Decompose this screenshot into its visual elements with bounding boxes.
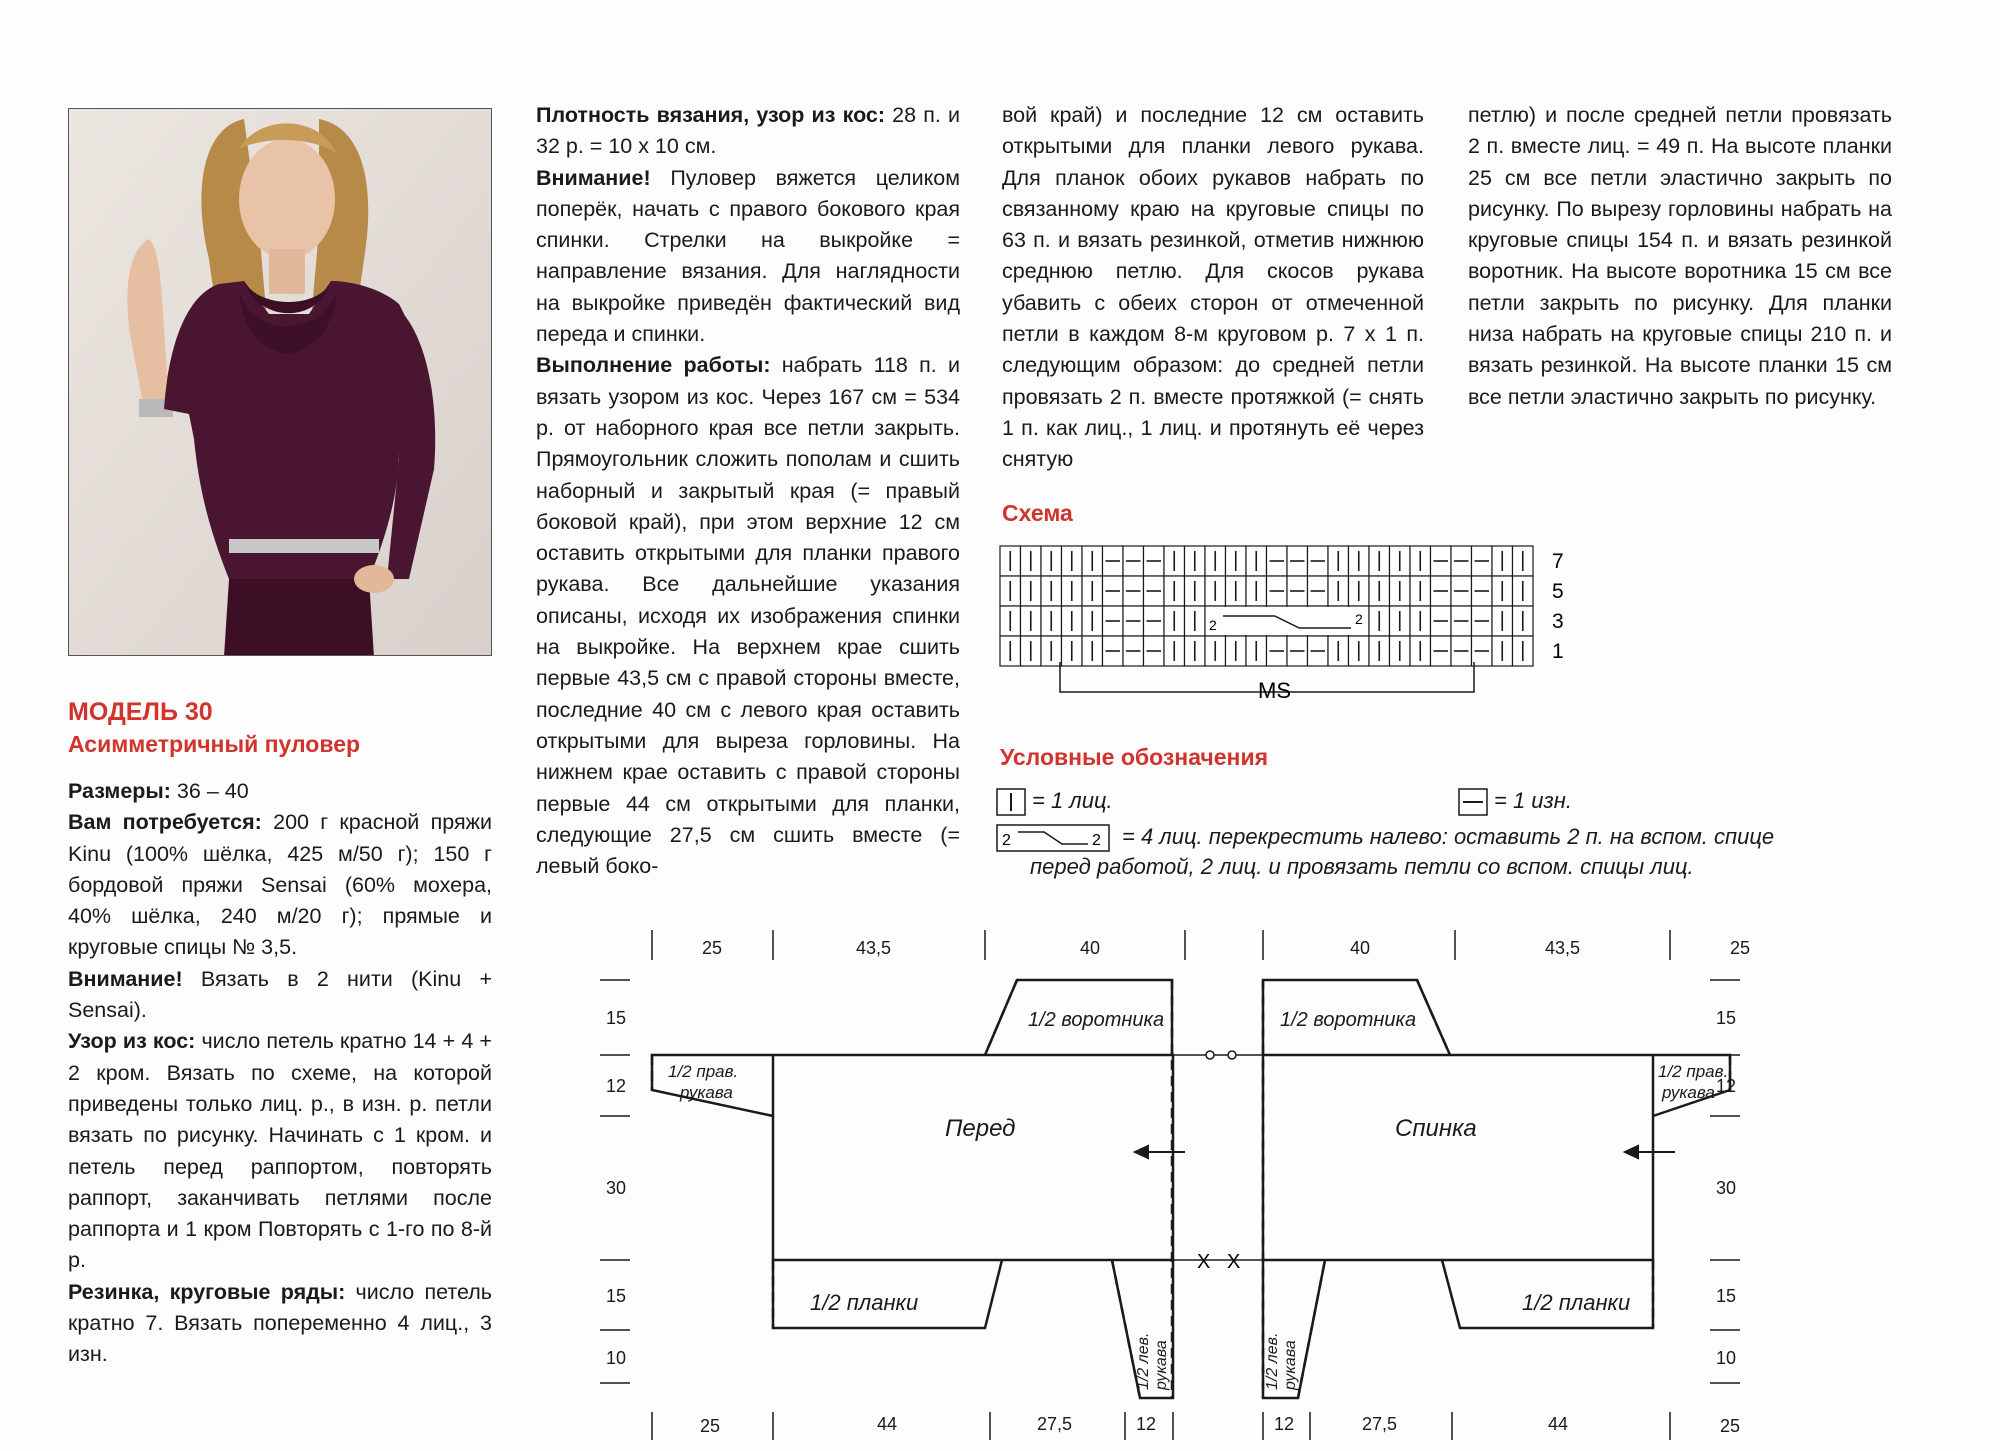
cable-symbol	[996, 824, 1110, 852]
pattern-diagram	[580, 920, 1820, 1450]
top-dim-1: 25	[702, 938, 723, 958]
right-dim-3: 30	[1716, 1178, 1737, 1198]
top-dimensions	[652, 930, 1750, 960]
attention2-paragraph	[536, 163, 960, 351]
column-4	[1468, 100, 1892, 413]
cable-num-right: 2	[1092, 832, 1101, 849]
column-3	[1002, 100, 1424, 476]
row-label-3: 3	[1552, 610, 1564, 633]
model-subtitle: Асимметричный пуловер	[68, 731, 361, 757]
legend-knit: = 1 лиц.	[1032, 788, 1113, 813]
legend-title: Условные обозначения	[1000, 744, 1269, 770]
left-dim-3: 30	[606, 1178, 627, 1198]
x-mark-right: X	[1227, 1251, 1241, 1273]
purl-symbol	[1458, 788, 1488, 816]
front-dashed	[652, 980, 1172, 1398]
row-label-7: 7	[1552, 550, 1564, 573]
pattern-label: Узор из кос:	[68, 1029, 196, 1054]
bottom-dim-7: 44	[1548, 1414, 1569, 1434]
left-dim-4: 15	[606, 1286, 627, 1306]
work-text: набрать 118 п. и вязать узором из кос. Через 167 см = 534 р. от наборного края все петли закрыть. Прямоугольник сложить пополам и сшить наборный и закрытый края (= правый боковой край), при этом верхние 12 см оставить открытыми для планки правого рукава. Все дальнейшие указания описаны, исходя их изображения спинки на выкройке. На верхнем крае сшить первые 43,5 см с правой стороны вместе, последние 40 см с левого края оставить открытыми для выреза горловины. На нижнем крае оставить с правой стороны первые 44 см открытыми для планки, следующие 27,5 см сшить вместе (= левый боко-	[536, 353, 960, 879]
band-label-front: 1/2 планки	[810, 1290, 919, 1315]
cable-num-left: 2	[1002, 832, 1011, 849]
sizes-label: Размеры:	[68, 779, 171, 803]
bottom-dim-6: 27,5	[1362, 1414, 1398, 1434]
cable-num-right: 2	[1355, 611, 1363, 627]
attention-label: Внимание!	[68, 966, 183, 991]
attention-paragraph	[68, 964, 492, 1027]
need-text: 200 г красной пряжи Kinu (100% шёлка, 425 м/50 г); 150 г бордовой пряжи Sensai (60% мохера, 40% шёлка, 240 м/20 г); прямые и круговые спицы № 3,5.	[68, 810, 492, 960]
right-sleeve-label-front-1: 1/2 прав.	[668, 1062, 739, 1081]
right-dim-1: 15	[1716, 1008, 1737, 1028]
sizes-paragraph	[68, 776, 492, 807]
density-text: 28 п. и 32 р. = 10 x 10 см.	[536, 103, 960, 159]
legend-cable-line1: = 4 лиц. перекрестить налево: оставить 2 п. на вспом. спице	[1122, 824, 1775, 849]
bottom-dim-2: 44	[877, 1414, 898, 1434]
model-heading	[68, 696, 360, 760]
pattern-paragraph	[68, 1026, 492, 1276]
right-dimensions	[1710, 980, 1740, 1383]
left-sleeve-label-front-1: 1/2 лев.	[1135, 1332, 1152, 1390]
band-label-back: 1/2 планки	[1522, 1290, 1631, 1315]
row-label-1: 1	[1552, 640, 1564, 663]
back-label: Спинка	[1395, 1115, 1477, 1142]
density-label: Плотность вязания, узор из кос:	[536, 103, 886, 127]
work-label: Выполнение работы:	[536, 353, 771, 378]
right-sleeve-label-front-2: рукава	[680, 1083, 733, 1102]
front-piece	[652, 980, 1173, 1398]
sizes-text: 36 – 40	[170, 779, 249, 803]
stitch-chart	[996, 540, 1596, 700]
top-dim-2: 43,5	[856, 938, 892, 958]
bottom-dimensions	[652, 1412, 1740, 1440]
left-sleeve-label-back-1: 1/2 лев.	[1264, 1332, 1281, 1390]
bottom-dim-5: 12	[1274, 1414, 1295, 1434]
right-dim-2: 12	[1716, 1076, 1737, 1096]
attention-text: Вязать в 2 нити (Kinu + Sensai).	[68, 966, 492, 1023]
legend-cable-line2: перед работой, 2 лиц. и провязать петли со вспом. спицы лиц.	[1030, 854, 1694, 879]
cable-cell	[1206, 607, 1368, 635]
knit-symbol	[996, 788, 1026, 816]
collar-label-back: 1/2 воротника	[1280, 1009, 1417, 1031]
right-dim-5: 10	[1716, 1348, 1737, 1368]
model-photo	[68, 108, 492, 656]
left-dim-1: 15	[606, 1008, 627, 1028]
top-dim-6: 25	[1730, 938, 1751, 958]
pattern-text: число петель кратно 14 + 4 + 2 кром. Вязать по схеме, на которой приведены только лиц. р., в изн. р. петли вязать по рисунку. Начинать с 1 кром. и петель перед раппортом, повторять раппорт, заканчивать петлями после раппорта и 1 кром Повторять с 1-го по 8-й р.	[68, 1029, 492, 1273]
attention2-label: Внимание!	[536, 165, 651, 190]
density-paragraph	[536, 100, 960, 163]
x-mark-left: X	[1197, 1251, 1211, 1273]
left-sleeve-label-front-2: рукава	[1153, 1340, 1170, 1390]
rib-text: число петель кратно 7. Вязать попеременно 4 лиц., 3 изн.	[68, 1279, 492, 1367]
bottom-dim-4: 12	[1136, 1414, 1157, 1434]
column-2	[536, 100, 960, 882]
back-piece	[1263, 980, 1730, 1398]
top-dim-5: 43,5	[1545, 938, 1581, 958]
collar-label-front: 1/2 воротника	[1028, 1009, 1165, 1031]
work-paragraph	[536, 350, 960, 882]
right-dim-4: 15	[1716, 1286, 1737, 1306]
legend-purl: = 1 изн.	[1494, 788, 1572, 813]
column-1	[68, 776, 492, 1371]
ms-label: MS	[1258, 678, 1291, 700]
model-title: МОДЕЛЬ 30	[68, 698, 213, 726]
join-dot-left	[1206, 1051, 1214, 1059]
cable-num-left: 2	[1209, 617, 1217, 633]
bottom-dim-3: 27,5	[1037, 1414, 1073, 1434]
left-dim-2: 12	[606, 1076, 627, 1096]
left-dimensions	[600, 980, 630, 1383]
col3-text: вой край) и последние 12 см оставить открытыми для планки левого рукава. Для планок обоих рукавов набрать по связанному краю на круговые спицы по 63 п. и вязать резинкой, отметив нижнюю среднюю петлю. Для скосов рукава убавить с обеих сторон от отмеченной петли в каждом 8-м круговом р. 7 x 1 п. следующим образом: до средней петли провязать 2 п. вместе протяжкой (= снять 1 п. как лиц., 1 лиц. и протянуть её через снятую	[1002, 103, 1424, 472]
need-label: Вам потребуется:	[68, 810, 262, 835]
bottom-dim-1: 25	[700, 1416, 721, 1436]
row-label-5: 5	[1552, 580, 1564, 603]
front-label: Перед	[945, 1115, 1016, 1142]
right-sleeve-label-back-1: 1/2 прав.	[1658, 1062, 1729, 1081]
need-paragraph	[68, 807, 492, 963]
left-sleeve-label-back-2: рукава	[1282, 1340, 1299, 1390]
rib-paragraph	[68, 1277, 492, 1371]
col4-text: петлю) и после средней петли провязать 2 п. вместе лиц. = 49 п. На высоте планки 25 см все петли эластично закрыть по рисунку. По вырезу горловины набрать на круговые спицы 154 п. и вязать резинкой воротник. На высоте воротника 15 см все петли закрыть по рисунку. Для планки низа набрать на круговые спицы 210 п. и вязать резинкой. На высоте планки 15 см все петли эластично закрыть по рисунку.	[1468, 103, 1892, 409]
top-dim-4: 40	[1350, 938, 1371, 958]
chart-grid	[1000, 546, 1533, 666]
model-photo-illustration	[69, 109, 492, 656]
left-dim-5: 10	[606, 1348, 627, 1368]
rib-label: Резинка, круговые ряды:	[68, 1279, 346, 1304]
join-dot-right	[1228, 1051, 1236, 1059]
knit-direction-arrows	[1135, 1146, 1675, 1158]
top-dim-3: 40	[1080, 938, 1101, 958]
bottom-dim-8: 25	[1720, 1416, 1741, 1436]
attention2-text: Пуловер вяжется целиком поперёк, начать с правого бокового края спинки. Стрелки на выкройке = направление вязания. Для наглядности на выкройке приведён фактический вид переда и спинки.	[536, 165, 960, 347]
schema-title: Схема	[1002, 500, 1073, 526]
right-sleeve-label-back-2: рукава	[1662, 1083, 1715, 1102]
back-dashed	[1263, 980, 1730, 1398]
